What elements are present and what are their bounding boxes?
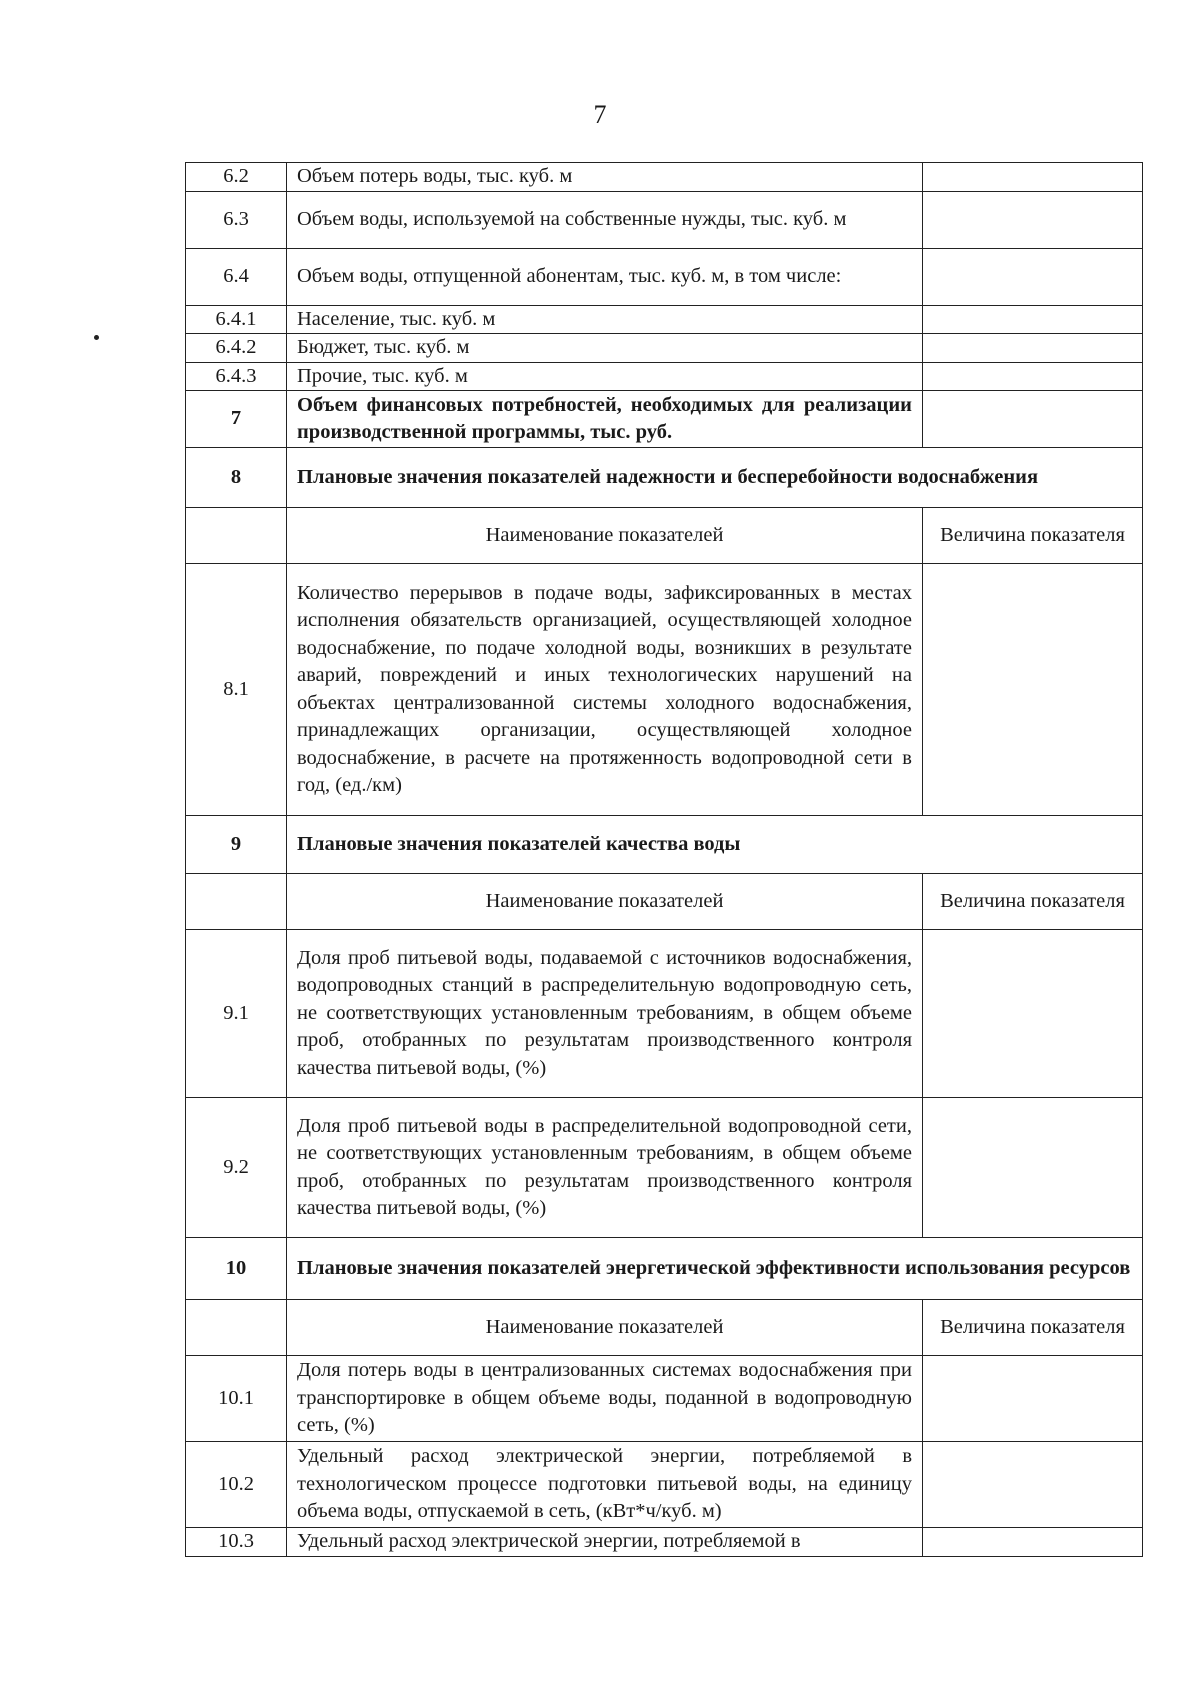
- row-number: 6.4.1: [186, 305, 287, 334]
- table-row: [186, 564, 1143, 816]
- section-number: 9: [186, 816, 287, 874]
- row-number: 6.4.2: [186, 334, 287, 363]
- row-value[interactable]: [923, 1528, 1143, 1557]
- row-value[interactable]: [923, 1442, 1143, 1528]
- header-value: Величина показателя: [923, 508, 1143, 564]
- section-header-row: [186, 508, 1143, 564]
- row-name: Доля потерь воды в централизованных системах водоснабжения при транспортировке в общем объеме воды, поданной в водопроводную сеть, (%): [287, 1356, 923, 1442]
- row-number: 10.2: [186, 1442, 287, 1528]
- row-name: Количество перерывов в подаче воды, зафиксированных в местах исполнения обязательств организацией, осуществляющей холодное водоснабжение, по подаче холодной воды, возникших в результате аварий, повреждений и иных технологических нарушений на объектах централизованной системы холодного водоснабжения, принадлежащих организации, осуществляющей холодное водоснабжение, в расчете на протяженность водопроводной сети в год, (ед./км): [287, 564, 923, 816]
- row-value[interactable]: [923, 191, 1143, 248]
- table-row: [186, 334, 1143, 363]
- header-name: Наименование показателей: [287, 1300, 923, 1356]
- row-name: Объем финансовых потребностей, необходимых для реализации производственной программы, тыс. руб.: [287, 391, 923, 448]
- section-header-row: [186, 1300, 1143, 1356]
- row-name: Прочие, тыс. куб. м: [287, 362, 923, 391]
- margin-dot: [94, 335, 99, 340]
- row-number: 6.3: [186, 191, 287, 248]
- row-value[interactable]: [923, 305, 1143, 334]
- indicators-table: [185, 162, 1143, 1557]
- row-name: Объем воды, используемой на собственные нужды, тыс. куб. м: [287, 191, 923, 248]
- row-number: 6.4: [186, 248, 287, 305]
- row-number: 10.1: [186, 1356, 287, 1442]
- row-name: Удельный расход электрической энергии, потребляемой в: [287, 1528, 923, 1557]
- table-row: [186, 1442, 1143, 1528]
- row-value[interactable]: [923, 334, 1143, 363]
- table-row: [186, 163, 1143, 192]
- row-name: Удельный расход электрической энергии, потребляемой в технологическом процессе подготовки питьевой воды, на единицу объема воды, отпускаемой в сеть, (кВт*ч/куб. м): [287, 1442, 923, 1528]
- section-title: Плановые значения показателей качества воды: [287, 816, 1143, 874]
- section-row: [186, 448, 1143, 508]
- row-number: 8.1: [186, 564, 287, 816]
- row-name: Население, тыс. куб. м: [287, 305, 923, 334]
- section-title: Плановые значения показателей энергетической эффективности использования ресурсов: [287, 1238, 1143, 1300]
- section-header-row: [186, 874, 1143, 930]
- row-name: Бюджет, тыс. куб. м: [287, 334, 923, 363]
- table-row: [186, 362, 1143, 391]
- table-row: [186, 391, 1143, 448]
- row-value[interactable]: [923, 1098, 1143, 1238]
- row-number: 7: [186, 391, 287, 448]
- row-number: 6.4.3: [186, 362, 287, 391]
- table-row: [186, 1356, 1143, 1442]
- table-row: [186, 1098, 1143, 1238]
- table-row: [186, 1528, 1143, 1557]
- row-value[interactable]: [923, 564, 1143, 816]
- row-value[interactable]: [923, 1356, 1143, 1442]
- row-value[interactable]: [923, 930, 1143, 1098]
- section-number: 8: [186, 448, 287, 508]
- header-name: Наименование показателей: [287, 508, 923, 564]
- table-row: [186, 305, 1143, 334]
- section-title: Плановые значения показателей надежности и бесперебойности водоснабжения: [287, 448, 1143, 508]
- table-row: [186, 191, 1143, 248]
- section-row: [186, 816, 1143, 874]
- row-number: 6.2: [186, 163, 287, 192]
- row-name: Объем воды, отпущенной абонентам, тыс. куб. м, в том числе:: [287, 248, 923, 305]
- table-row: [186, 248, 1143, 305]
- row-value[interactable]: [923, 163, 1143, 192]
- row-value[interactable]: [923, 362, 1143, 391]
- header-value: Величина показателя: [923, 1300, 1143, 1356]
- row-name: Доля проб питьевой воды в распределительной водопроводной сети, не соответствующих установленным требованиям, в общем объеме проб, отобранных по результатам производственного контроля качества питьевой воды, (%): [287, 1098, 923, 1238]
- page-number: 7: [593, 100, 607, 129]
- header-value: Величина показателя: [923, 874, 1143, 930]
- row-value[interactable]: [923, 391, 1143, 448]
- table-row: [186, 930, 1143, 1098]
- row-name: Объем потерь воды, тыс. куб. м: [287, 163, 923, 192]
- row-name: Доля проб питьевой воды, подаваемой с источников водоснабжения, водопроводных станций в распределительную водопроводную сеть, не соответствующих установленным требованиям, в общем объеме проб, отобранных по результатам производственного контроля качества питьевой воды, (%): [287, 930, 923, 1098]
- row-number: 9.1: [186, 930, 287, 1098]
- section-row: [186, 1238, 1143, 1300]
- row-number: 10.3: [186, 1528, 287, 1557]
- row-number: 9.2: [186, 1098, 287, 1238]
- row-value[interactable]: [923, 248, 1143, 305]
- header-name: Наименование показателей: [287, 874, 923, 930]
- section-number: 10: [186, 1238, 287, 1300]
